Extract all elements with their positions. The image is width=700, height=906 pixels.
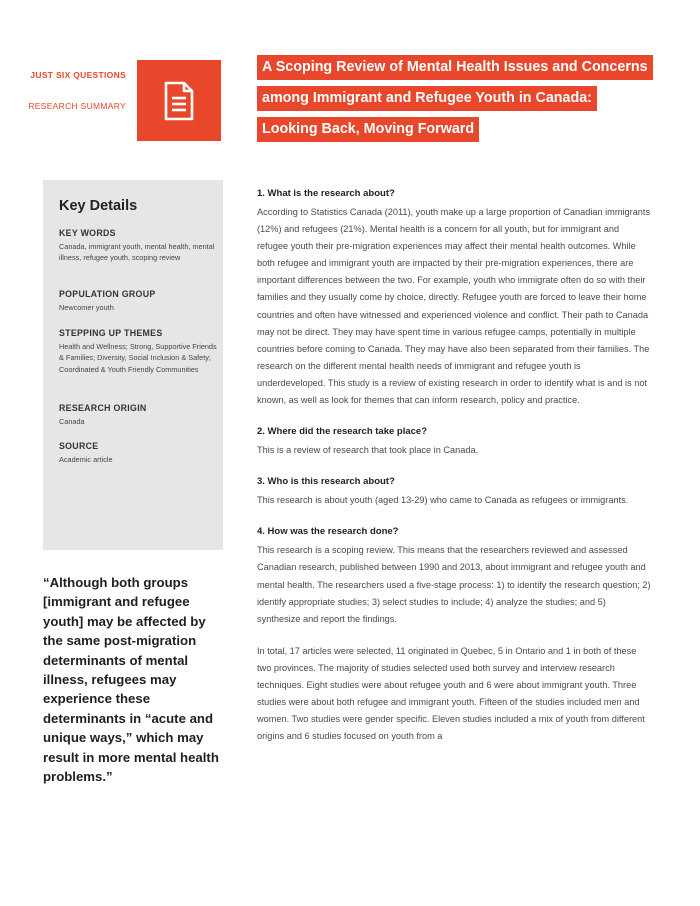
- question-paragraph: This research is a scoping review. This means that the researchers reviewed and assessed Canadian research, published between 1990 and 2013, about immigrant and refugee youth and mental health. The researchers used a five-stage process: 1) to identify the research question; 2) identify appropriate studies; 3) select studies to include; 4) analyze the studies; and 5) synthesize and report the findings.: [257, 545, 651, 624]
- summary-type-label: RESEARCH SUMMARY: [28, 101, 126, 111]
- document-icon-block: [137, 60, 221, 141]
- pull-quote: “Although both groups [immigrant and refugee youth] may be affected by the same post-migration determinants of mental illness, refugees may experience these determinants in “acute and unique ways,” which may result in more mental health problems.”: [43, 575, 219, 785]
- series-label: JUST SIX QUESTIONS: [30, 70, 126, 80]
- title-line-3: Looking Back, Moving Forward: [257, 117, 479, 142]
- document-icon: [163, 81, 195, 121]
- stepping-up-themes-label: STEPPING UP THEMES: [59, 328, 163, 338]
- question-2: [257, 425, 651, 459]
- question-heading: 2. Where did the research take place?: [257, 426, 428, 438]
- question-4: [257, 525, 651, 745]
- stepping-up-themes-section: [59, 328, 219, 375]
- main-content: [257, 187, 651, 745]
- question-paragraph: In total, 17 articles were selected, 11 originated in Quebec, 5 in Ontario and 1 in both of these two provinces. The majority of studies selected used both survey and interview research techniques. Eight studies were about refugee youth and 6 were about immigrant youth. Three studies were about both refugee and immigrant youth. Fifteen of the studies included men and women. Two studies were gender specific. Eleven studies included a mix of youth from different origins and 6 studies focused on youth from a: [257, 645, 645, 742]
- source-section: [59, 441, 219, 465]
- question-1: [257, 187, 651, 409]
- question-heading: 1. What is the research about?: [257, 188, 395, 199]
- key-details-panel: [43, 180, 223, 550]
- title-line-1: A Scoping Review of Mental Health Issues and Concerns: [257, 55, 653, 80]
- title-line-2: among Immigrant and Refugee Youth in Canada:: [257, 86, 597, 111]
- key-words-label: KEY WORDS: [59, 228, 116, 238]
- source-text: Academic article: [59, 455, 113, 464]
- question-paragraph: According to Statistics Canada (2011), youth make up a large proportion of Canadian immigrants (12%) and refugees (21%). Mental health is a concern for all youth, but for immigrant and refugee youth their pre-migration experiences may affect their mental health outcomes. While both refugee and immigrant youth are impacted by their pre-migration experiences, there are important differences between the two. For example, youth who immigrate often do so with their families and they usually come by choice, directly. Refugee youth are forced to leave their home countries and often have witnessed and experienced violence and conflict. Their path to Canada may not be direct. They may have spent time in various refugee camps, potentially in multiple countries before coming to Canada. They may have also been separated from their families. The research on the different mental health needs of immigrant and refugee youth is underdeveloped. This study is a review of existing research in order to identify what is and is not known, as well as look for themes that can inform research, policy and practice.: [257, 207, 651, 406]
- question-paragraph: This is a review of research that took place in Canada.: [257, 445, 479, 456]
- question-heading: 3. Who is this research about?: [257, 476, 395, 488]
- key-words-section: [59, 228, 219, 264]
- question-3: [257, 475, 651, 509]
- population-group-text: Newcomer youth: [59, 303, 114, 312]
- research-origin-label: RESEARCH ORIGIN: [59, 403, 147, 413]
- research-origin-section: [59, 403, 219, 427]
- key-words-text: Canada, immigrant youth, mental health, mental illness, refugee youth, scoping review: [59, 242, 215, 263]
- source-label: SOURCE: [59, 441, 99, 451]
- research-origin-text: Canada: [59, 417, 85, 426]
- key-details-heading: Key Details: [59, 198, 138, 214]
- population-group-label: POPULATION GROUP: [59, 289, 156, 299]
- page-title: [257, 55, 657, 148]
- question-paragraph: This research is about youth (aged 13-29) who came to Canada as refugees or immigrants.: [257, 495, 629, 506]
- population-group-section: [59, 289, 219, 313]
- stepping-up-themes-text: Health and Wellness; Strong, Supportive Friends & Families; Diversity, Social Inclusion & Safety; Coordinated & Youth Friendly Communities: [59, 342, 217, 374]
- question-heading: 4. How was the research done?: [257, 526, 399, 538]
